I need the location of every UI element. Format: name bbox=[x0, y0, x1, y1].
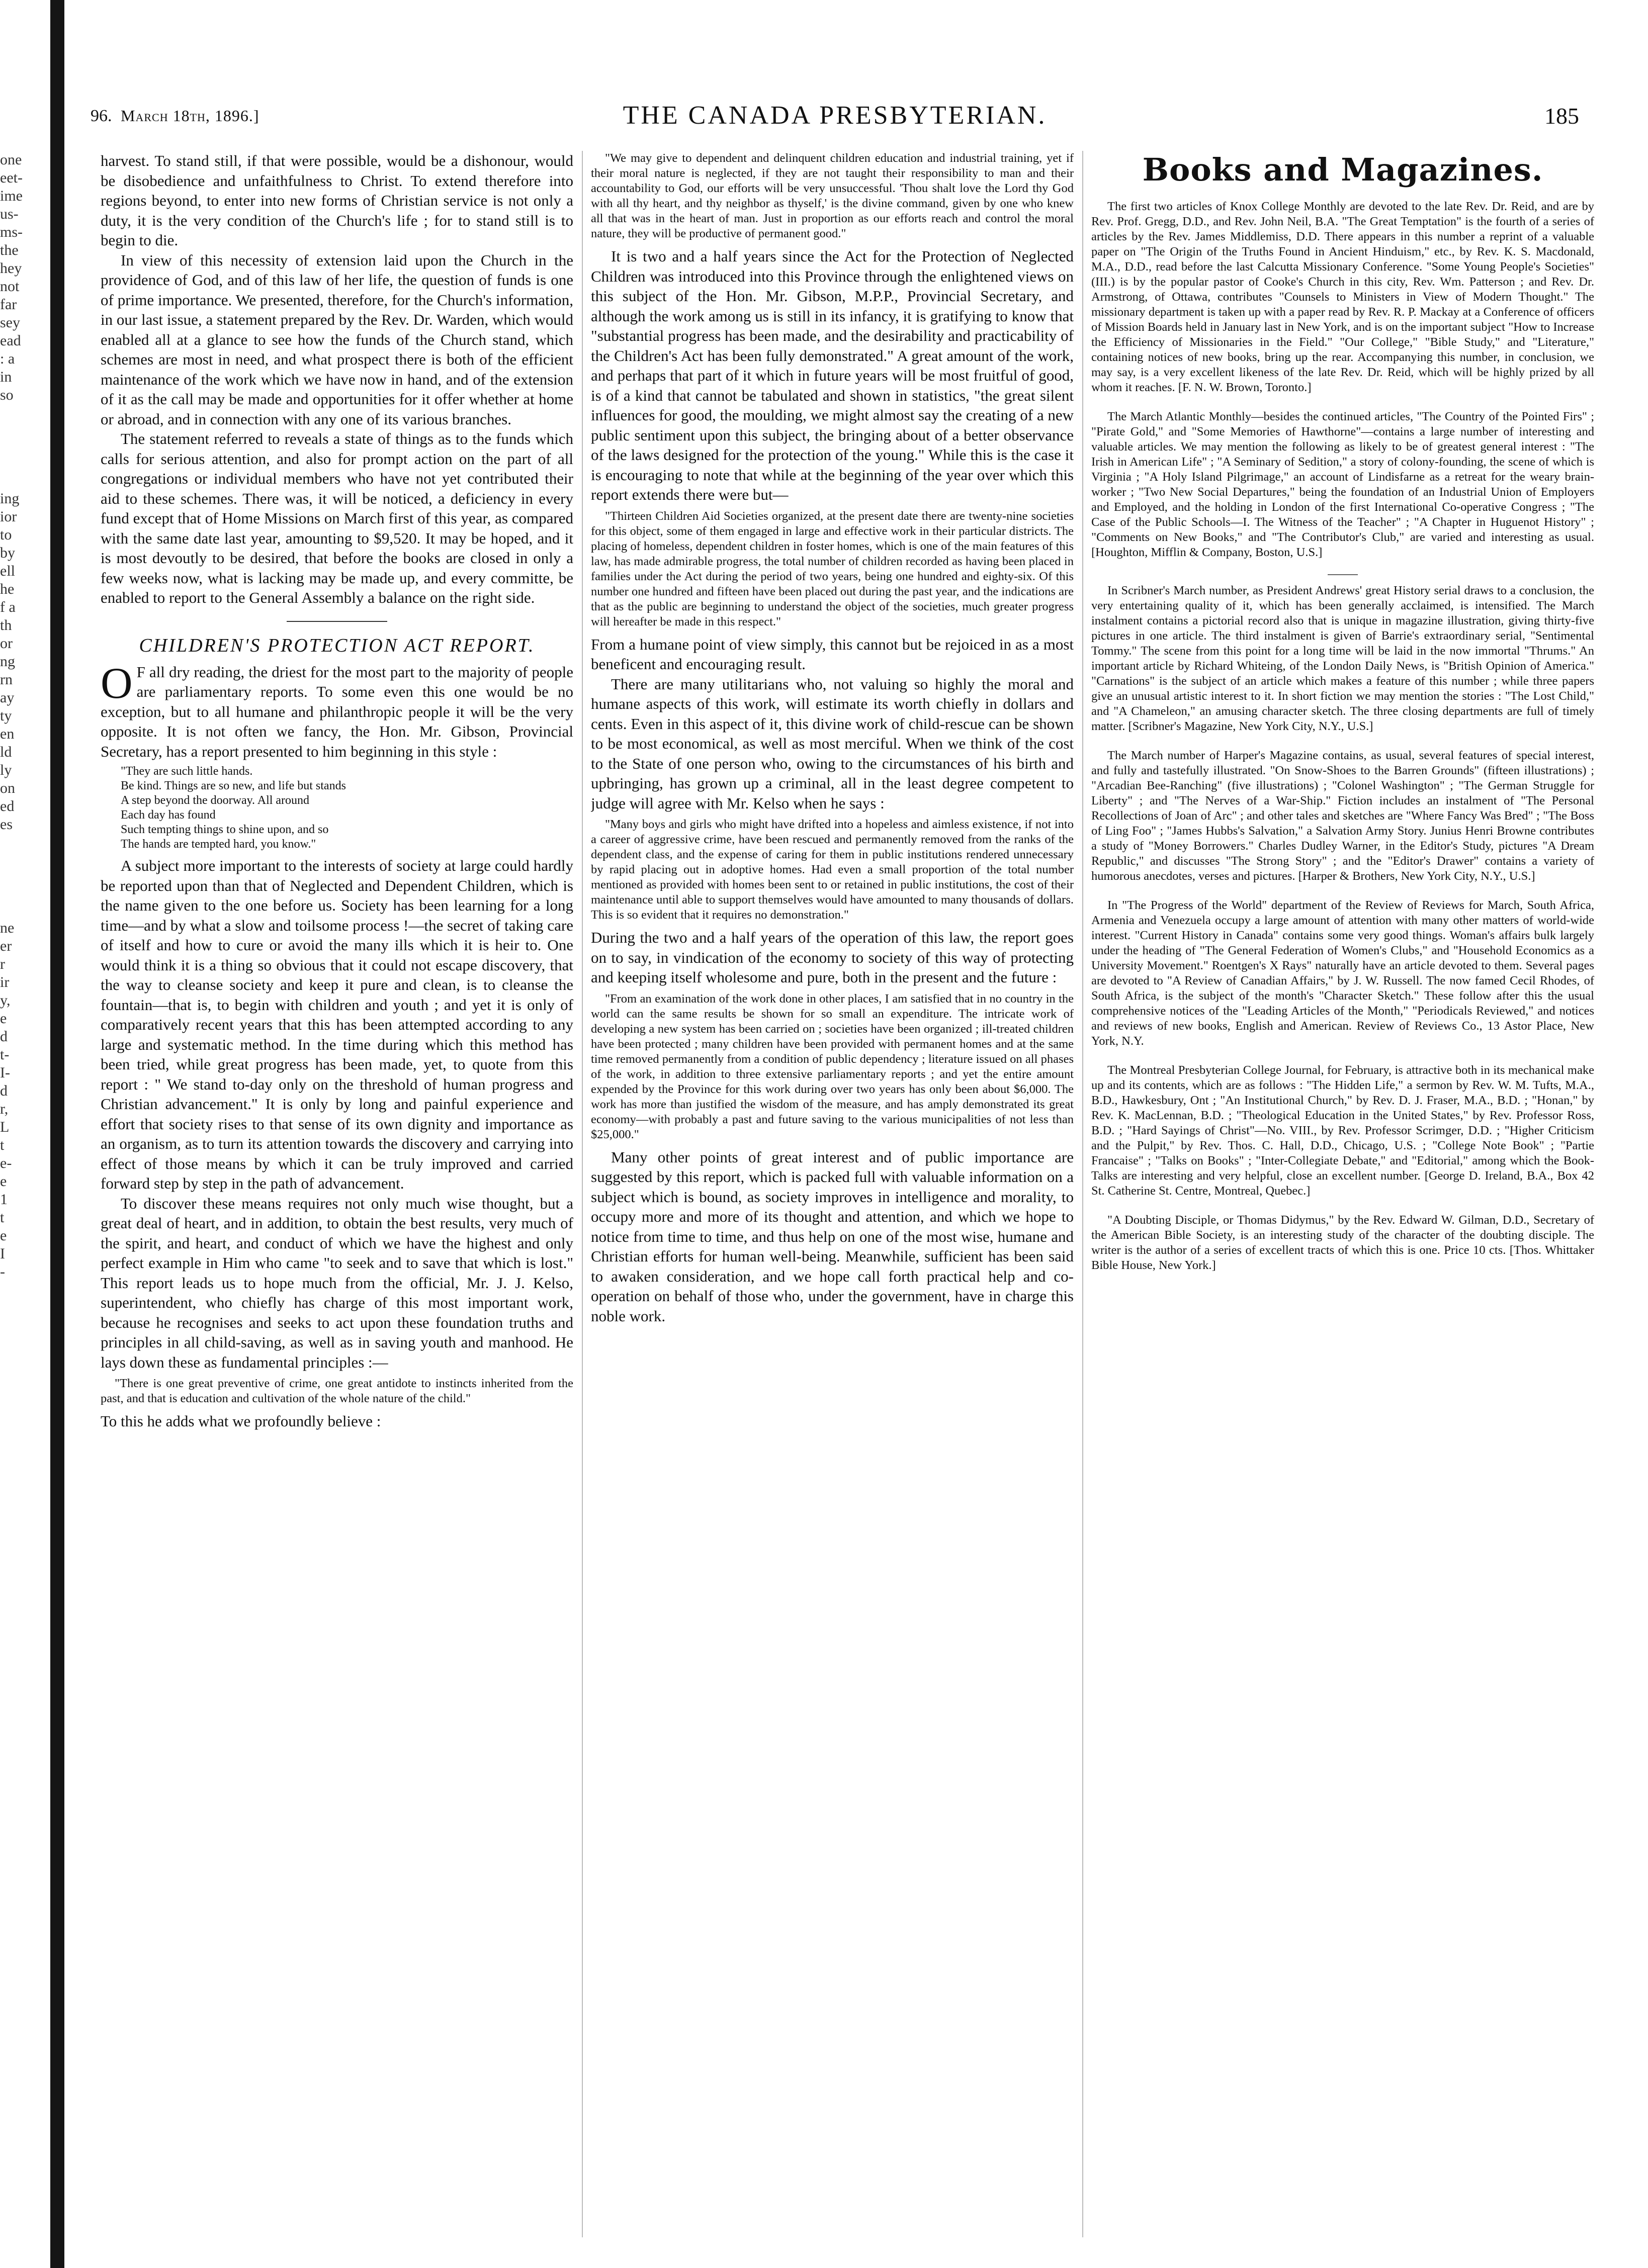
margin-text-fragment: th bbox=[0, 617, 12, 633]
adjacent-page-margin bbox=[0, 151, 45, 2262]
margin-text-fragment: d bbox=[0, 1028, 8, 1045]
margin-text-fragment: e bbox=[0, 1010, 7, 1027]
review-text: The March number of Harper's Magazine contains, as usual, several features of special interest, and fully and tastefully illustrated. "On Snow-Shoes to the Barren Grounds" (fifteen illustrations) ; "Arcadian Bee-Ranching" (five illustrations) ; "Colonel Washington" ; "The German Struggle for Liberty" ; and "The Nerves of a War-Ship." Fiction includes an instalment of "The Personal Recollections of Joan of Arc" ; and other tales and sketches are "Where Fancy Was Bred" ; "The Boss of Ling Foo" ; "James Hubbs's Salvation," a Salvation Army Story. Junius Henri Browne contributes a study of "Money Borrowers." Charles Dudley Warner, in the Editor's Study, pictures "A Dream Republic," and discusses "The Strong Story" ; and the "Editor's Drawer" contains a variety of humorous anecdotes, verses and pictures. [Harper & Brothers, New York City, N.Y., U.S.] bbox=[1091, 749, 1594, 883]
entry-divider bbox=[1328, 574, 1358, 575]
article-title: CHILDREN'S PROTECTION ACT REPORT. bbox=[139, 634, 535, 656]
margin-text-fragment: one bbox=[0, 151, 22, 168]
margin-gap bbox=[0, 404, 45, 490]
review-entry bbox=[1091, 583, 1594, 734]
margin-text-fragment: ior bbox=[0, 508, 17, 525]
margin-text-fragment: far bbox=[0, 296, 17, 313]
poem-line: Be kind. Things are so new, and life but stands bbox=[121, 779, 346, 792]
review-text: In Scribner's March number, as President Andrews' great History serial draws to a conclusion, the very entertaining quality of it, which has been generally acclaimed, is intensified. The March instalment contains a pictorial record also that is unique in magazine illustration, giving thirty-five pictures in one article. The third instalment is given of Barrie's extraordinary serial, "Sentimental Tommy." The scene from this point for a long time will be laid in the now immortal "Thrums." An important article by Richard Whiteing, of the London Daily News, is "British Opinion of America." "Carnations" is the subject of an article which makes a feature of this number ; while three papers give an unusual artistic interest to it. In short fiction we may mention the stories : "The Lost Child," and "A Chameleon," an amusing character sketch. The three closing departments are full of timely matter. [Scribner's Magazine, New York City, N.Y., U.S.] bbox=[1091, 584, 1594, 733]
editorial-paragraph: harvest. To stand still, if that were possible, would be a dishonour, would be disobedience and unfaithfulness to Christ. To extend therefore into regions beyond, to enter into new forms of Christian service is not only a duty, it is the very condition of the Church's life ; for to stand still is to begin to die. bbox=[101, 152, 573, 249]
article-paragraph: From a humane point of view simply, this cannot but be rejoiced in as a most beneficent and encouraging result. bbox=[591, 635, 1074, 673]
section-heading: Books and Magazines. bbox=[1142, 151, 1543, 188]
block-quote bbox=[101, 1376, 573, 1406]
margin-text-fragment: the bbox=[0, 242, 19, 258]
review-text: The March Atlantic Monthly—besides the continued articles, "The Country of the Pointed Firs" ; "Pirate Gold," and "Some Memories of Hawthorne"—contains a large number of interesting and valuable articles. We may mention the following as likely to be of greatest general interest : "The Irish in American Life" ; "A Seminary of Sedition," a story of colony-founding, the scene of which is Virginia ; "A Holy Island Pilgrimage," an account of Lindisfarne as a retreat for the weary brain-worker ; "Two New Social Departures," being the foundation of an Industrial Union of Employers and Employed, and the holding in London of the first International Co-operative Congress ; "The Case of the Public Schools—I. The Witness of the Teacher" ; "A Chapter in Huguenot History" ; "Comments on New Books," and "The Contributor's Club," are varied and interesting as usual. [Houghton, Mifflin & Company, Boston, U.S.] bbox=[1091, 410, 1594, 559]
article-paragraph: A subject more important to the interests of society at large could hardly be reported upon than that of Neglected and Dependent Children, which is the name given to the one before us. Society has been learning for a long time—and by what a slow and toilsome process !—the secret of taking care of itself and how to cure or avoid the many ills which it is heir to. One would think it is a thing so obvious that it could not escape discovery, that the way to cleanse society and keep it pure and clean, is to cleanse the fountain—that is, to begin with children and youth ; and yet it is only of comparatively recent years that this has been attempted according to any large and systematic method. In the time during which this method has been tried, while great progress has been made, yet, to quote from this report : " We stand to-day only on the threshold of human progress and Christian advancement." It is only by long and painful experience and effort that society rises to that sense of its own dignity and importance as an organism, as to turn its attention towards the discovery and carrying into effect of those means by which it can be truly improved and carried forward step by step in the path of advancement. bbox=[101, 857, 573, 1192]
margin-text-fragment: he bbox=[0, 581, 15, 597]
review-text: The Montreal Presbyterian College Journal, for February, is attractive both in its mechanical make up and its contents, which are as follows : "The Hidden Life," a sermon by Rev. W. M. Tufts, M.A., B.D., Hawkesbury, Ont ; "An Institutional Church," by Rev. D. J. Fraser, M.A., B.D. ; "Honan," by Rev. K. MacLennan, B.D. ; "Theological Education in the United States," by Rev. Professor Ross, B.D. ; "Hard Sayings of Christ"—No. VIII., by Rev. Professor Scrimger, D.D. ; "Higher Criticism and the Pulpit," by Rev. Thos. C. Hall, D.D., Chicago, U.S. ; "College Note Book" ; "Partie Francaise" ; "Talks on Books" ; "Inter-Collegiate Debate," and "Editorial," among which the Book-Talks are interesting and very helpful, close an excellent number. [George D. Ireland, B.A., Box 42 St. Catherine St. Centre, Montreal, Quebec.] bbox=[1091, 1063, 1594, 1198]
review-text: In "The Progress of the World" department of the Review of Reviews for March, South Africa, Armenia and Venezuela occupy a large amount of attention with many other matters of world-wide interest. "Current History in Canada" contains some very good things. Woman's affairs bulk largely under the heading of "The General Federation of Women's Clubs," and "Household Economics as a University Movement." Roentgen's X Rays" naturally have an article devoted to them. Several pages are devoted to "A Review of Canadian Affairs," by J. W. Russell. The now famed Cecil Rhodes, of South Africa, is the subject of the month's "Character Sketch." These follow after this the usual comprehensive notices of the "Leading Articles of the Month," "Periodicals Reviewed," and notices and reviews of new books, English and American. Review of Reviews Co., 13 Astor Place, New York, N.Y. bbox=[1091, 898, 1594, 1048]
column-1 bbox=[101, 151, 573, 2252]
review-entry bbox=[1091, 898, 1594, 1049]
article-paragraph: It is two and a half years since the Act for the Protection of Neglected Children was introduced into this Province through the enlightened views on this subject of the Hon. Mr. Gibson, M.P.P., Provincial Secretary, and although the work among us is still in its infancy, it is gratifying to know that "substantial progress has been made, and the desirability and practicability of the Children's Act has been fully demonstrated." A great amount of the work, and perhaps that part of it which in future years will be most fruitful of good, is of a kind that cannot be tabulated and shown in statistics, "the great silent influences for good, the moulding, we might almost say the creating of a new public sentiment upon this subject, the bringing about of a better observance of the laws designed for the protection of the young." While this is the case it is encouraging to note that while at the beginning of the year over which this report extends there were but— bbox=[591, 247, 1074, 503]
poem-line: "They are such little hands. bbox=[121, 765, 253, 778]
poem-line: A step beyond the doorway. All around bbox=[121, 794, 310, 807]
section-divider bbox=[287, 621, 387, 622]
block-quote bbox=[591, 509, 1074, 629]
margin-text-fragment: r, bbox=[0, 1101, 9, 1117]
article-paragraph: OF all dry reading, the driest for the most part to the majority of people are parliamentary reports. To some even this one would be no exception, but to all humane and philanthropic people it will be the very opposite. It is not often we fancy, the Hon. Mr. Gibson, Provincial Secretary, has a report presented to him beginning in this style : bbox=[101, 659, 573, 760]
margin-text-fragment: to bbox=[0, 526, 12, 543]
margin-text-fragment: L bbox=[0, 1119, 10, 1135]
article-paragraph: To discover these means requires not only much wise thought, but a great deal of heart, and in addition, to obtain the best results, very much of the spirit, and heart, and conduct of which we have the highest and only perfect example in Him who came "to seek and to save that which is lost." This report leads us to hope much from the official, Mr. J. J. Kelso, superintendent, who chiefly has charge of this most important work, because he recognises and seeks to act upon these foundation truths and principles in all child-saving, as well as in saving youth and manhood. He lays down these as fundamental principles :— bbox=[101, 1194, 573, 1371]
block-quote bbox=[591, 151, 1074, 241]
margin-text-fragment: : a bbox=[0, 350, 15, 367]
column-rule bbox=[582, 151, 583, 2237]
poem-quote bbox=[121, 764, 573, 852]
column-3 bbox=[1091, 151, 1594, 2252]
margin-text-fragment: ead bbox=[0, 332, 21, 349]
margin-text-fragment: y, bbox=[0, 992, 11, 1009]
page-number: 185 bbox=[1544, 103, 1579, 129]
quote-text: "We may give to dependent and delinquent children education and industrial training, yet if their moral nature is neglected, if they are not taught their responsibility to man and their accountability to God, our efforts will be very unsuccessful. 'Thou shalt love the Lord thy God with all thy heart, and thy neighbor as thyself,' is the divine command, given by one who knew all that was in the heart of man. Just in proportion as our efforts reach and control the moral nature, they will be productive of permanent good." bbox=[591, 151, 1074, 240]
margin-text-fragment: on bbox=[0, 780, 15, 796]
review-text: "A Doubting Disciple, or Thomas Didymus," by the Rev. Edward W. Gilman, D.D., Secretary of the American Bible Society, is an interesting study of the character of the doubting disciple. The writer is the author of a series of excellent tracts of which this is one. Price 10 cts. [Thos. Whittaker Bible House, New York.] bbox=[1091, 1213, 1594, 1272]
margin-text-fragment: us- bbox=[0, 206, 19, 222]
margin-text-fragment: er bbox=[0, 938, 12, 954]
quote-text: "From an examination of the work done in other places, I am satisfied that in no country in the world can the same results be shown for so small an expenditure. The intricate work of developing a new system has been carried on ; societies have been organized ; ill-treated children have been protected ; many children have been provided with permanent homes and at the same time removed permanently from a condition of public dependency ; literature issued on all phases of the work, in addition to three extensive parliamentary reports ; and yet the entire amount expended by the Province for this work during over two years has only been about $6,000. The work has more than justified the wisdom of the measure, and has amply demonstrated its great economy—with probably a past and future saving to the various municipalities of not less than $25,000." bbox=[591, 991, 1074, 1141]
margin-text-fragment: ms- bbox=[0, 224, 23, 240]
margin-text-fragment: by bbox=[0, 545, 15, 561]
quote-text: "There is one great preventive of crime, one great antidote to instincts inherited from the past, and that is education and cultivation of the whole nature of the child." bbox=[101, 1377, 573, 1405]
margin-text-fragment: t- bbox=[0, 1046, 10, 1063]
adjacent-page-number: 96. bbox=[91, 107, 112, 125]
margin-text-fragment: ay bbox=[0, 689, 15, 706]
editorial-paragraph: In view of this necessity of extension laid upon the Church in the providence of God, and of this law of her life, the question of funds is one of prime importance. We presented, therefore, for the Church's information, in our last issue, a statement prepared by the Rev. Dr. Warden, which would enabled all at a glance to see how the funds of the Church stand, which schemes are most in need, and what prospect there is both of the efficient maintenance of the work which we have now in hand, and of the extension of it as the call may be made and opportunities for it offer whether at home or abroad, and in connection with any one of its various branches. bbox=[101, 251, 573, 428]
poem-line: Each day has found bbox=[121, 808, 216, 822]
binding-edge bbox=[50, 0, 64, 2268]
margin-text-fragment: e bbox=[0, 1173, 7, 1190]
margin-text-fragment: ty bbox=[0, 707, 12, 724]
page-header bbox=[91, 101, 1599, 136]
column-rule bbox=[1082, 151, 1083, 2237]
margin-text-fragment: es bbox=[0, 816, 13, 833]
column-2 bbox=[591, 151, 1074, 2252]
margin-text-fragment: 1 bbox=[0, 1191, 8, 1208]
margin-gap bbox=[0, 834, 45, 919]
review-entry bbox=[1091, 1063, 1594, 1199]
margin-text-fragment: f a bbox=[0, 599, 16, 615]
margin-text-fragment: eet- bbox=[0, 169, 23, 186]
margin-text-fragment: ime bbox=[0, 188, 23, 204]
review-entry bbox=[1091, 409, 1594, 560]
margin-text-fragment: ed bbox=[0, 798, 15, 814]
margin-text-fragment: ing bbox=[0, 490, 20, 507]
quote-text: "Thirteen Children Aid Societies organized, at the present date there are twenty-nine societies for this object, some of them engaged in large and effective work in their particular districts. The placing of homeless, dependent children in foster homes, which is one of the main features of this law, has made admirable progress, the total number of children recorded as having been placed in families under the Act during the period of two years, being one hundred and eighty-six. Of this number one hundred and fifteen have been placed out during the past year, and the indications are that as the public are beginning to understand the object of the societies, much greater progress will hereafter be made in this respect." bbox=[591, 509, 1074, 628]
margin-text-fragment: so bbox=[0, 387, 14, 403]
poem-line: Such tempting things to shine upon, and so bbox=[121, 823, 329, 836]
margin-text-fragment: r bbox=[0, 956, 5, 972]
margin-text-fragment: sey bbox=[0, 314, 20, 331]
margin-text-fragment: or bbox=[0, 635, 13, 652]
margin-text-fragment: ne bbox=[0, 920, 15, 936]
block-quote bbox=[591, 991, 1074, 1142]
margin-text-fragment: - bbox=[0, 1263, 5, 1280]
margin-text-fragment: ng bbox=[0, 653, 15, 670]
margin-text-fragment: d bbox=[0, 1082, 8, 1099]
margin-text-fragment: ld bbox=[0, 744, 12, 760]
article-paragraph: During the two and a half years of the operation of this law, the report goes on to say, in vindication of the economy to society of this way of protecting and keeping itself wholesome and pure, both in the present and the future : bbox=[591, 929, 1074, 986]
block-quote bbox=[591, 817, 1074, 923]
margin-text-fragment: I- bbox=[0, 1064, 10, 1081]
issue-date: March 18th, 1896.] bbox=[121, 107, 259, 125]
margin-text-fragment: t bbox=[0, 1137, 5, 1153]
journal-title: THE CANADA PRESBYTERIAN. bbox=[623, 101, 1047, 130]
margin-text-fragment: ell bbox=[0, 563, 15, 579]
margin-text-fragment: rn bbox=[0, 671, 13, 688]
margin-text-fragment: t bbox=[0, 1209, 5, 1226]
margin-text-fragment: en bbox=[0, 725, 15, 742]
margin-text-fragment: not bbox=[0, 278, 20, 295]
margin-text-fragment: in bbox=[0, 369, 12, 385]
margin-text-fragment: I bbox=[0, 1245, 5, 1262]
review-entry bbox=[1091, 1213, 1594, 1273]
article-paragraph: Many other points of great interest and of public importance are suggested by this report, which is packed full with valuable information on a subject which is bound, as society improves in intelligence and morality, to occupy more and more of its thought and attention, and which we hope to notice from time to time, and thus help on one of the most wise, humane and Christian efforts for human well-being. Meanwhile, sufficient has been said to awaken consideration, and we hope call forth practical help and co-operation on behalf of those who, under the government, have in charge this noble work. bbox=[591, 1148, 1074, 1325]
review-text: The first two articles of Knox College Monthly are devoted to the late Rev. Dr. Reid, and are by Rev. Prof. Gregg, D.D., and Rev. John Neil, B.A. "The Great Temptation" is the fourth of a series of articles by the Rev. James Middlemiss, D.D. There appears in this number a reprint of a valuable paper on "The Origin of the Truths Found in Ancient Hinduism," etc., by Rev. K. S. Macdonald, M.A., D.D., read before the last Calcutta Missionary Conference. "Some Young People's Societies" (III.) is by the popular pastor of Cooke's Church in this city, Rev. Wm. Patterson ; and Rev. Dr. Armstrong, of Ottawa, contributes "Counsels to Ministers in View of Modern Thought." The missionary department is taken up with a paper read by Rev. R. P. Mackay at a Conference of officers of Mission Boards held in January last in New York, and is on the important subject "How to Increase the Efficiency of Missionaries in the Field." "Our College," "Bible Study," and "Literature," containing notices of new books, bring up the rear. Accompanying this number, in conclusion, we may say, is a very excellent likeness of the late Rev. Dr. Reid, which will be highly prized by all whom it reaches. [F. N. W. Brown, Toronto.] bbox=[1091, 200, 1594, 394]
margin-text-fragment: ly bbox=[0, 762, 12, 778]
review-entry bbox=[1091, 199, 1594, 395]
editorial-paragraph: The statement referred to reveals a state of things as to the funds which calls for serious attention, and also for prompt action on the part of all congregations or individual members who have not yet contributed their aid to these schemes. There was, it will be noticed, a deficiency in every fund except that of Home Missions on March first of this year, as compared with the same date last year, amounting to $9,520. It may be hoped, and it is most devoutly to be desired, that before the books are closed in only a few weeks now, what is lacking may be made up, and every committe, be enabled to report to the General Assembly a balance on the right side. bbox=[101, 430, 573, 606]
margin-text-fragment: hey bbox=[0, 260, 22, 277]
margin-text-fragment: e bbox=[0, 1227, 7, 1244]
article-paragraph: To this he adds what we profoundly believe : bbox=[101, 1412, 381, 1430]
margin-text-fragment: ir bbox=[0, 974, 10, 990]
quote-text: "Many boys and girls who might have drifted into a hopeless and aimless existence, if not into a career of aggressive crime, have been rescued and permanently removed from the ranks of the dependent class, and the expense of caring for them in public institutions rendered unnecessary by rapid placing out in adoptive homes. Had even a small proportion of the total number mentioned as provided with homes been sent to or retained in public institutions, the cost of their maintenance until able to support themselves would have amounted to many thousands of dollars. This is so evident that it requires no demonstration." bbox=[591, 818, 1074, 922]
poem-line: The hands are tempted hard, you know." bbox=[121, 838, 316, 851]
article-paragraph: There are many utilitarians who, not valuing so highly the moral and humane aspects of this work, will estimate its worth chiefly in dollars and cents. Even in this aspect of it, this divine work of child-rescue can be shown to be most economical, as well as most merciful. When we think of the cost to the State of one person who, owing to the circumstances of his birth and upbringing, has grown up a criminal, all in the least degree competent to judge will agree with Mr. Kelso when he says : bbox=[591, 675, 1074, 812]
review-entry bbox=[1091, 748, 1594, 884]
margin-text-fragment: e- bbox=[0, 1155, 12, 1171]
